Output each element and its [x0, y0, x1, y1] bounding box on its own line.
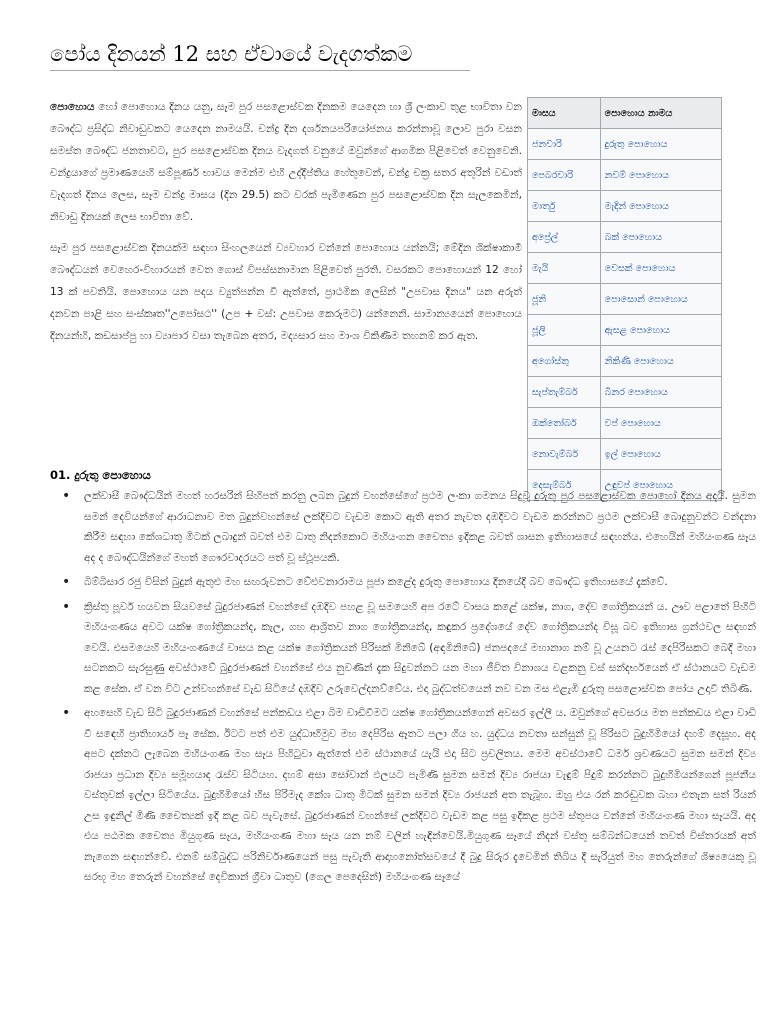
table-row: [528, 439, 722, 470]
poya-name-cell[interactable]: පොසොන් පොහොය: [600, 284, 721, 315]
table-row: [528, 222, 722, 253]
poya-name-cell[interactable]: දුරුතු පොහොය: [600, 129, 721, 160]
list-item: • ක්‍රිස්තු පූර්ව හයවන සියවසේ බුදුරජාණන් වහන්සේ දඹදිව පහළ වූ සමයෙහි අප රටේ වාසය කළේ යක්ෂ, නාග, දේව ගෝත්‍රිකයන් ය. ඌව පළාතේ පිහිටි මහියංගණය අවට යක්ෂ ගෝත්‍රිකයන්ද, කැල, ගහ ආශ්‍රිතව නාග ගෝත්‍රිකයන්ද, කඳුකර ප්‍රදේශයේ දේව ගෝත්‍රිකයන්ද විසූ බව ඉතිහාස ග්‍රන්ථවල සඳහන් වෙයි. එසමයෙහි මහියංගණයේ වාසය කළ යක්ෂ ගෝත්‍රිකයන් පිරිසක් මිනිබේ (අඳමිනිබේ) ජනපදයේ මහානාග නම් වූ උයනට රැස් දෙපිරිසකට බෙදී මහා සටනකට සැරසුණු අවස්ථාවේ බුදුරජාණන් වහන්සේ එය නුවණින් දැක සිදුවන්නට යන මහා ජීවිත විනාශය වළකනු වස් සන්දර්භයෙන් ඒ ස්ථානයට වැඩම කළ සේක. ඒ වන විට උන්වහන්සේ වැඩ සිටියේ දඹදිව උරුවෙල්දනව්වේය. එදා බුද්ධත්වයෙන් නව වන මස එළැඹි දුරුතු පසළොස්වක පෝය උදාවී තිබිණි.: [84, 597, 756, 700]
table-row: [528, 160, 722, 191]
header-poya-name: පොහොය නාමය: [600, 98, 721, 129]
poya-name-cell[interactable]: උඳුවප් පොහොය: [600, 470, 721, 501]
month-cell[interactable]: සැප්තැම්බර්: [528, 377, 601, 408]
header-month: මාසය: [528, 98, 601, 129]
poya-name-cell[interactable]: නිකිණි පොහොය: [600, 346, 721, 377]
table-row: [528, 408, 722, 439]
month-cell[interactable]: අප්‍රේල්: [528, 222, 601, 253]
month-cell[interactable]: නොවැම්බර්: [528, 439, 601, 470]
table-row: [528, 129, 722, 160]
poya-name-cell[interactable]: ඇසළ පොහොය: [600, 315, 721, 346]
table-row: [528, 377, 722, 408]
page-title: පෝය දිනයන් 12 සහ ඒවායේ වැදගත්කම: [50, 42, 470, 71]
month-cell[interactable]: ඔක්තෝබර්: [528, 408, 601, 439]
intro-paragraph-1-text: හෝ පොහොය දිනය යනු, සෑම පුර පසළොස්වක දිනකම යෙදෙන හා ශ්‍රී ලංකාව තුළ භාවිතා වන බෞද්ධ ප්‍රසිද්ධ නිවාඩුවකට යෙදෙන නාමයයි. චන්ද්‍ර දින දර්ශනයපරියෝජනය කරන්නාවූ ලොව පුරා වසන සමස්ත බෞද්ධ ජනතාවට, පුර පසළොස්වක දිනය වැදගත් වනුයේ ඔවුන්ගේ ආගමික පිළිවෙත් වෙනුවෙනි. චන්ද්‍රයාගේ ප්‍රමාණයෙහි සම්පූර්ණ භාවය මෙන්ම එහි උද්දීප්තිය හේතුවෙන්, චන්ද්‍ර චක්‍ර සතර අතුරින් වඩාත් වැදගත් දිනය ලෙස, සෑම චන්ද්‍ර මාසය (දින 29.5) කට වරක් පැමිණෙන පුර පසළොස්වක දින සැලකෙමින්, නිවාඩු දිනයක් ලෙස භාවිතා වේ.: [50, 101, 522, 223]
month-cell[interactable]: ජූලි: [528, 315, 601, 346]
list-item: • අහසෙහි වැඩ සිටි බුදුරජාණන් වහන්සේ පන්කඩය එළා බිම වාඩිවීමට යක්ෂ ගෝත්‍රිකයන්ගෙන් අවසර ඉල්ලී ය. ඔවුන්ගේ අවසරය මත පන්කඩය එළා වාඩි වී සඳෙහි ප්‍රාතිහාර්ය පෑ සේක. ඊටට පත් එම යුද්ධාභිමුව මහ දෙපිරිස ඈතට පලා ගිය හ. යුද්ධය නවතා සන්සුන් වූ පිරිසට බුදුහිමියෝ දහම් දෙසූහ. අද අපට දක්නට ලැබෙන මහියංගණ මහ සෑය පිහිටුවා ඇත්තේ එම ස්ථානයේ යැයි එදා සිට ප්‍රචලිතය. මෙම අවස්ථාවේ ධර්ම ශ්‍රවණයට සුමන සමන් දිව්‍ය රාජයා ප්‍රධාන දිව්‍ය සමූහයාද රැස්ව සිටියහ. දහම් අසා සෝවාන් ඵලයට පැමිණි සුමන සමන් දිව්‍ය රාජයා වැඳුම් පිදුම් කරන්නට බුදුහිමියන්ගෙන් පූජනීය වස්තුවක් ඉල්ලා සිටියේය. බුදුහිමියෝ හිස පිරිමැද කේශ ධාතු මිටක් සුමන සමන් දිව්‍ය රාජයන් අත තැබූහ. ඔහු එය රන් කරඬුවක බහා එතැන සත් රියන් උස ඉඳුනිල් මිණි චෛත්‍යක් ඉදි කළ බව පැවැසේ. බුදුරජාණන් වහන්සේ ලක්දිවට වැඩම කළ පසු ඉදිකළ ප්‍රථම ස්තූපය වන්නේ මහියංගණ මහා සෑයයි. අද එය පඨමක චෛත්‍ය මියුගුණ සෑය, මහියංගණ මහා සෑය යන නම් වලින් හැඳින්වෙයි.මියුගුණ සෑයේ නිදන් වස්තු සම්බන්ධයෙන් තවත් විස්තරයක් අත් නැගෙන සඳහන්වේ. එනම් සම්බුද්ධ පරිනිර්වාණයෙන් පසු පැවැති ආදාහනෝත්සවයේ දී බුදු සිරුර දැවෙමින් තිබිය දී සැරියුත් මහ තෙරුන්ගේ ශිෂ්‍යයෙකු වූ සරභූ මහ තෙරුන් වහන්සේ දෙවිකාන් ග්‍රීවා ධාතුව (ගෙල පෙදෙසින්) මහියංගණ සෑයේ: [84, 703, 756, 888]
intro-paragraph-2: සෑම පුර පසළොස්වක දිනයක්ම සඳහා සිංහලයෙන් ව්‍යවහාර වන්නේ පොහොය යන්නයි; මේදින ශික්ෂාකාමී බෞද්ධයන් වෙහෙර-විහාරයන් වෙත ගොස් විපස්සනාමාන පිළිවෙත් පුරති. වසරකට පොහොයන් 12 හෝ 13 ක් පවතියි. පොහොය යන පදය ව්‍යුත්පන්න වී ඇත්තේ, ප්‍රාථමික ලෙසින් "උපවාස දිනය" යන අරුත් දනවන පාළි සහ සංස්කෘත''උපෝසථ'' (උප + වස්: උපවාස කෙරුමට) යන්නෙනි. සාමාන්‍යයෙන් පොහොය දිනයන්හි, කඩසාප්පු හා ව්‍යාපාර වසා තැබෙන අතර, මද්‍යසාර සහ මාංශ විකිණීම තහනම් කර ඇත.: [50, 242, 522, 342]
month-cell[interactable]: දෙසැම්බර්: [528, 470, 601, 501]
section-heading: 01. දුරුතු පොහොය: [50, 468, 151, 482]
intro-paragraph-1: [50, 96, 522, 228]
month-cell[interactable]: මාර්තු: [528, 191, 601, 222]
month-cell[interactable]: ජනවාරි: [528, 129, 601, 160]
month-cell[interactable]: අගෝස්තු: [528, 346, 601, 377]
table-header-row: [528, 98, 722, 129]
section-bullet-list: [50, 486, 756, 892]
list-item: • ලක්වාසී බෞද්ධයින් මහත් හරසරින් සිහිපත් කරනු ලබන බුදුන් වහන්සේගේ ප්‍රථම ලංකා ගමනය සිදුවූ දුරුතු පුර පසළොස්වක පොහෝ දිනය අදයි. සුමන සමන් දෙවියන්ගේ ආරාධනාව මත බුදුන්වහන්සේ ලක්දිවට වැඩම කොට ඇති අතර නැවත දඹදිවට වැඩම කරන්නට ප්‍රථම ලක්වාසී බොදුනුවන්ට වන්දනා කිරීම සඳහා කේශධාතු මිටක් ලබාදුන් බවත් එම ධාතු නිදන්කොට මහියංගන චෛත්‍ය ඉදිකළ බවත් ශාසන ඉතිහාසයේ සඳහන්ය. එහෙයින් මහියංගණ සෑය අද ද බෞද්ධයින්ගේ මහත් ගෞරවාදරයට පත් වූ ස්ථූපයකි.: [84, 486, 756, 568]
poya-name-cell[interactable]: බිනර පොහොය: [600, 377, 721, 408]
table-row: [528, 191, 722, 222]
poya-name-cell[interactable]: මැදින් පොහොය: [600, 191, 721, 222]
table-row: [528, 346, 722, 377]
poya-name-cell[interactable]: වප් පොහොය: [600, 408, 721, 439]
poya-name-cell[interactable]: වෙසක් පොහොය: [600, 253, 721, 284]
poya-name-cell[interactable]: බක් පොහොය: [600, 222, 721, 253]
poya-name-cell[interactable]: නවම් පොහොය: [600, 160, 721, 191]
table-row: [528, 315, 722, 346]
table-row: [528, 284, 722, 315]
month-cell[interactable]: ජූනි: [528, 284, 601, 315]
month-cell[interactable]: පෙබරවාරි: [528, 160, 601, 191]
list-item: • බිම්බිසාර රජු විසින් බුදුන් ඇතුළු මහ සඟරුවනට වේළුවනාරාමය පූජා කළේද දුරුතු පොහොය දිනයේදී බව බෞද්ධ ඉතිහාසයේ දැක්වේ.: [84, 572, 756, 593]
lead-term: පොහොය: [50, 101, 95, 113]
month-cell[interactable]: මැයි: [528, 253, 601, 284]
poya-months-table: [527, 97, 722, 501]
table-row: [528, 253, 722, 284]
intro-text: [50, 96, 522, 356]
poya-name-cell[interactable]: ඉල් පොහොය: [600, 439, 721, 470]
